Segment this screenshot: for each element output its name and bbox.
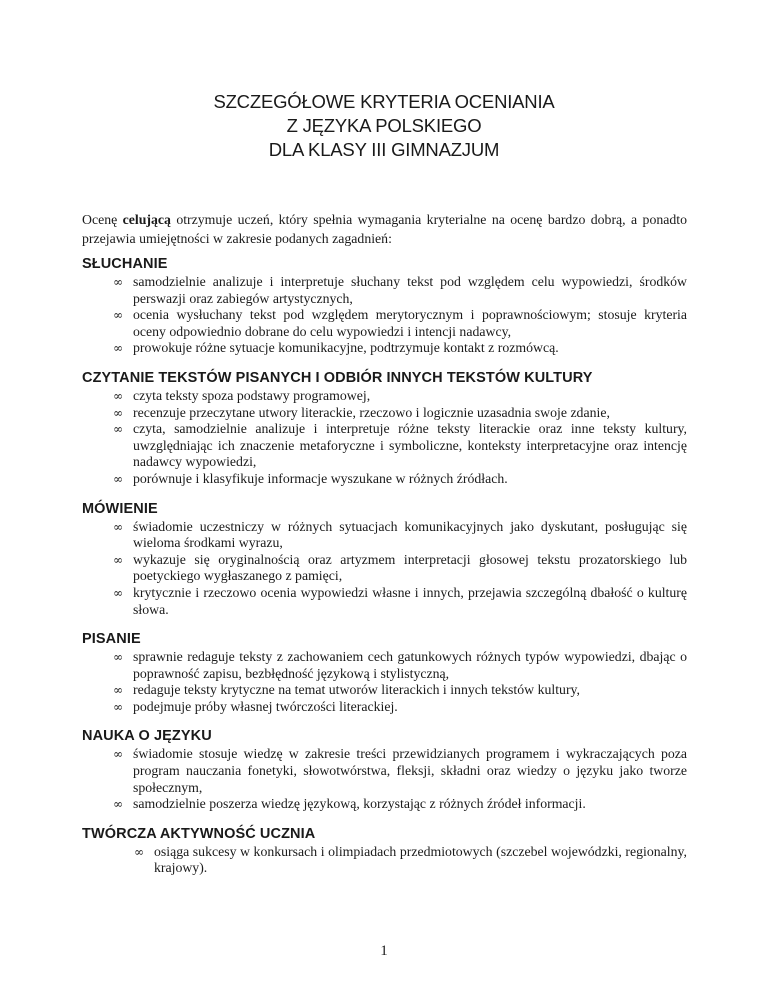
criteria-sections	[82, 255, 687, 889]
infinity-bullet-icon: ∞	[113, 699, 123, 714]
criteria-list	[82, 844, 687, 877]
list-item-text: osiąga sukcesy w konkursach i olimpiadach przedmiotowych (szczebel wojewódzki, regionalny, krajowy).	[154, 843, 687, 876]
section	[82, 727, 687, 812]
list-item	[82, 585, 687, 618]
list-item	[82, 649, 687, 682]
infinity-bullet-icon: ∞	[113, 275, 123, 289]
section	[82, 825, 687, 877]
list-item-text: czyta teksty spoza podstawy programowej,	[133, 387, 371, 403]
intro-text-after: otrzymuje uczeń, który spełnia wymagania kryterialne na ocenę bardzo dobrą, a ponadto przejawia umiejętności w zakresie podanych zagadnień:	[82, 212, 687, 246]
list-item	[82, 421, 687, 471]
title-line-1: SZCZEGÓŁOWE KRYTERIA OCENIANIA	[213, 91, 555, 112]
infinity-bullet-icon: ∞	[113, 388, 123, 403]
list-item-text: prowokuje różne sytuacje komunikacyjne, podtrzymuje kontakt z rozmówcą.	[133, 340, 559, 356]
section	[82, 255, 687, 357]
infinity-bullet-icon: ∞	[113, 405, 123, 420]
criteria-list	[82, 274, 687, 357]
infinity-bullet-icon: ∞	[113, 747, 123, 762]
list-item-text: ocenia wysłuchany tekst pod względem merytorycznym i poprawnościowym; stosuje kryteria oceny odpowiednio dobrane do celu wypowiedzi i intencji nadawcy,	[133, 307, 687, 339]
page-number: 1	[380, 943, 388, 959]
list-item-text: podejmuje próby własnej twórczości literackiej.	[133, 698, 398, 714]
list-item	[82, 552, 687, 585]
section-heading: CZYTANIE TEKSTÓW PISANYCH I ODBIÓR INNYCH TEKSTÓW KULTURY	[82, 369, 593, 386]
infinity-bullet-icon: ∞	[113, 471, 123, 486]
list-item	[82, 682, 687, 699]
list-item	[82, 796, 687, 813]
infinity-bullet-icon: ∞	[113, 552, 123, 567]
infinity-bullet-icon: ∞	[113, 650, 123, 665]
list-item-text: samodzielnie poszerza wiedzę językową, korzystając z różnych źródeł informacji.	[133, 796, 586, 812]
section	[82, 500, 687, 619]
section-heading: NAUKA O JĘZYKU	[82, 728, 212, 745]
intro-text-before: Ocenę	[82, 212, 123, 227]
section	[82, 630, 687, 715]
list-item-text: świadomie uczestniczy w różnych sytuacjach komunikacyjnych jako dyskutant, posługując się wieloma środkami wyrazu,	[133, 518, 687, 551]
infinity-bullet-icon: ∞	[113, 683, 123, 698]
infinity-bullet-icon: ∞	[113, 519, 123, 534]
list-item-text: czyta, samodzielnie analizuje i interpretuje różne teksty literackie oraz inne teksty kultury, uwzględniając ich znaczenie metaforyczne i symboliczne, konteksty interpretacyjne oraz intencję nadawcy wypowiedzi,	[133, 421, 687, 470]
section-heading: MÓWIENIE	[82, 500, 158, 517]
list-item	[82, 844, 687, 877]
criteria-list	[82, 388, 687, 488]
infinity-bullet-icon: ∞	[113, 422, 123, 437]
document-title	[0, 90, 768, 162]
list-item	[82, 746, 687, 796]
infinity-bullet-icon: ∞	[113, 341, 123, 356]
list-item-text: redaguje teksty krytyczne na temat utworów literackich i innych tekstów kultury,	[133, 682, 580, 698]
intro-bold-grade: celującą	[122, 212, 171, 227]
section-heading: PISANIE	[82, 631, 141, 648]
criteria-list	[82, 746, 687, 812]
list-item	[82, 274, 687, 307]
list-item-text: samodzielnie analizuje i interpretuje słuchany tekst pod względem celu wypowiedzi, środków perswazji oraz zabiegów artystycznych,	[133, 274, 687, 306]
intro-paragraph	[82, 210, 687, 248]
list-item	[82, 307, 687, 340]
list-item	[82, 471, 687, 488]
infinity-bullet-icon: ∞	[134, 844, 144, 859]
infinity-bullet-icon: ∞	[113, 797, 123, 812]
title-line-2: Z JĘZYKA POLSKIEGO	[286, 115, 482, 136]
list-item	[82, 405, 687, 422]
infinity-bullet-icon: ∞	[113, 308, 123, 323]
section-heading: SŁUCHANIE	[82, 256, 168, 272]
list-item-text: recenzuje przeczytane utwory literackie, rzeczowo i logicznie uzasadnia swoje zdanie,	[133, 404, 610, 420]
list-item	[82, 699, 687, 716]
section-heading: TWÓRCZA AKTYWNOŚĆ UCZNIA	[82, 825, 316, 842]
list-item	[82, 340, 687, 357]
list-item-text: sprawnie redaguje teksty z zachowaniem cech gatunkowych różnych typów wypowiedzi, dbając o poprawność zapisu, bezbłędność językową i stylistyczną,	[133, 649, 687, 681]
list-item	[82, 519, 687, 552]
infinity-bullet-icon: ∞	[113, 585, 123, 600]
list-item-text: porównuje i klasyfikuje informacje wyszukane w różnych źródłach.	[133, 470, 508, 486]
list-item-text: wykazuje się oryginalnością oraz artyzmem interpretacji głosowej tekstu prozatorskiego lub poetyckiego wygłaszanego z pamięci,	[133, 551, 687, 584]
list-item	[82, 388, 687, 405]
list-item-text: świadomie stosuje wiedzę w zakresie treści przewidzianych programem i wykraczających poza program nauczania fonetyki, słowotwórstwa, fleksji, składni oraz wiedzy o języku jako tworze społecznym,	[133, 746, 687, 795]
criteria-list	[82, 519, 687, 619]
section	[82, 369, 687, 488]
list-item-text: krytycznie i rzeczowo ocenia wypowiedzi własne i innych, przejawia szczególną dbałość o kulturę słowa.	[133, 584, 687, 617]
title-line-3: DLA KLASY III GIMNAZJUM	[268, 139, 500, 160]
criteria-list	[82, 649, 687, 715]
